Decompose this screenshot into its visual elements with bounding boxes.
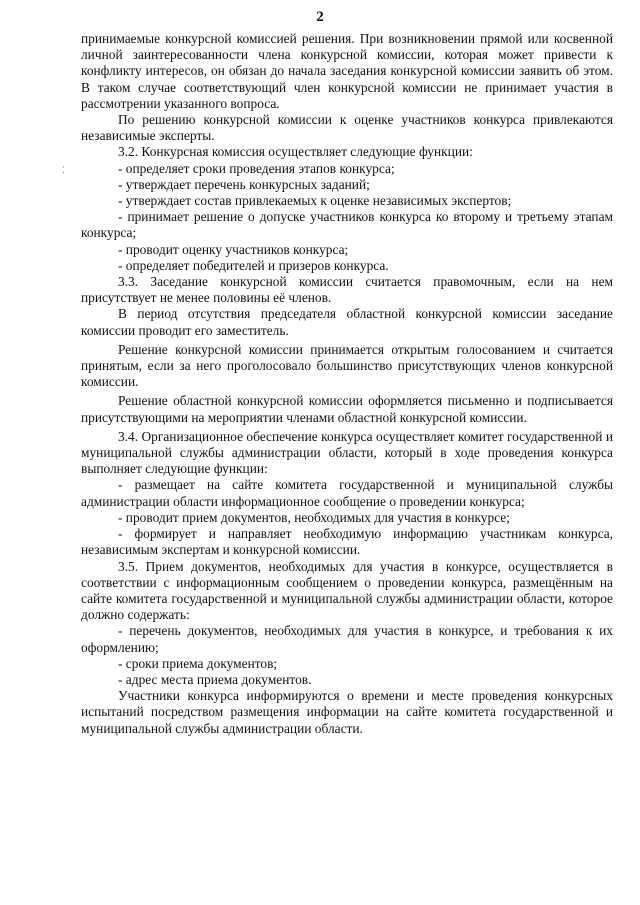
list-item: - формирует и направляет необходимую информацию участникам конкурса, независимым экспертам и конкурсной комиссии.: [81, 526, 613, 558]
list-item: - сроки приема документов;: [118, 655, 278, 671]
list-item: - определяет победителей и призеров конкурса.: [118, 257, 389, 273]
paragraph: Участники конкурса информируются о времени и месте проведения конкурсных испытаний посредством размещения информации на сайте комитета государственной и муниципальной службы администрации области.: [81, 688, 613, 736]
paragraph: 3.2. Конкурсная комиссия осуществляет следующие функции:: [118, 144, 473, 160]
list-item: - перечень документов, необходимых для участия в конкурсе, и требования к их оформлению;: [81, 623, 613, 655]
list-item: - размещает на сайте комитета государственной и муниципальной службы администрации области информационное сообщение о проведении конкурса;: [81, 477, 613, 509]
list-item: - проводит прием документов, необходимых для участия в конкурсе;: [118, 509, 510, 525]
document-body: [81, 31, 613, 737]
paragraph: 3.4. Организационное обеспечение конкурса осуществляет комитет государственной и муниципальной службы администрации области, который в ходе проведения конкурса выполняет следующие функции:: [81, 428, 613, 477]
paragraph: Решение областной конкурсной комиссии оформляется письменно и подписывается присутствующими на мероприятии членами областной конкурсной комиссии.: [81, 393, 613, 425]
paragraph: 3.5. Прием документов, необходимых для участия в конкурсе, осуществляется в соответствии с информационным сообщением о проведении конкурса, размещённым на сайте комитета государственной и муниципальной службы администрации области, которое должно содержать:: [81, 558, 613, 623]
list-item: - принимает решение о допуске участников конкурса ко второму и третьему этапам конкурса;: [81, 209, 613, 241]
paragraph: В период отсутствия председателя областной конкурсной комиссии заседание комиссии проводит его заместитель.: [81, 306, 613, 338]
paragraph: принимаемые конкурсной комиссией решения. При возникновении прямой или косвенной личной заинтересованности члена конкурсной комиссии, которая может привести к конфликту интересов, он обязан до начала заседания конкурсной комиссии заявить об этом. В таком случае соответствующий член конкурсной комиссии не принимает участия в рассмотрении указанного вопроса.: [81, 31, 613, 111]
margin-mark: ⁚: [62, 165, 65, 175]
list-item: - утверждает состав привлекаемых к оценке независимых экспертов;: [118, 193, 512, 209]
paragraph: 3.3. Заседание конкурсной комиссии считается правомочным, если на нем присутствует не менее половины её членов.: [81, 274, 613, 306]
list-item: - проводит оценку участников конкурса;: [118, 241, 349, 257]
list-item: - адрес места приема документов.: [118, 671, 312, 687]
paragraph: Решение конкурсной комиссии принимается открытым голосованием и считается принятым, если за него проголосовало большинство присутствующих членов конкурсной комиссии.: [81, 341, 613, 390]
list-item: - утверждает перечень конкурсных заданий;: [118, 176, 370, 192]
list-item: - определяет сроки проведения этапов конкурса;: [118, 160, 395, 176]
paragraph: По решению конкурсной комиссии к оценке участников конкурса привлекаются независимые эксперты.: [81, 112, 613, 144]
page-number: 2: [316, 9, 324, 25]
